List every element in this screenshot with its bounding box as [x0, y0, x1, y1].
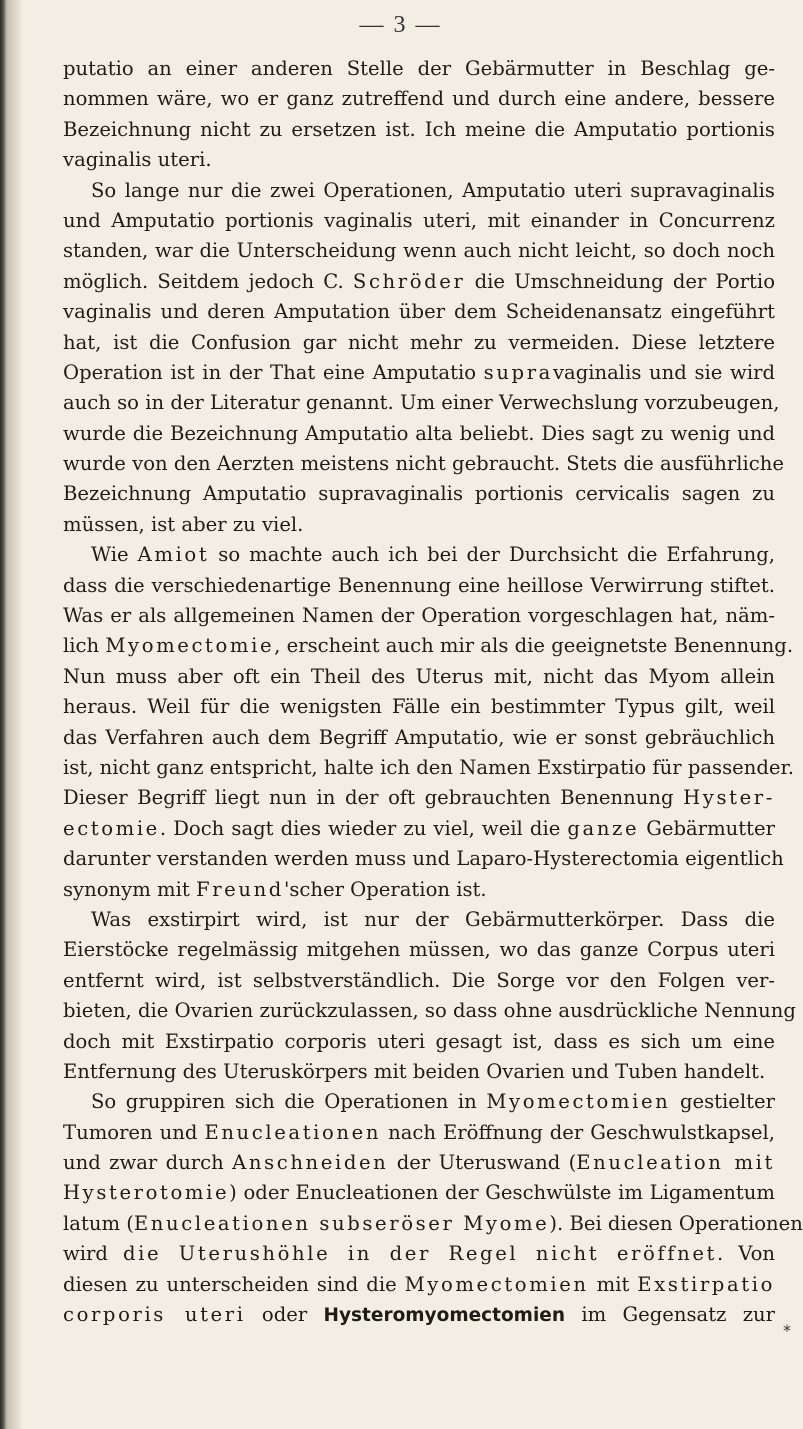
text-segment: wurde von den Aerzten meistens nicht gebraucht. Stets die ausführliche: [63, 452, 784, 476]
text-line: [63, 571, 775, 601]
text-segment: synonym mit: [63, 877, 196, 901]
text-segment: und Amputatio portionis vaginalis uteri, mit einander in Concurrenz: [63, 208, 775, 232]
text-line: [63, 176, 775, 206]
text-segment: hat, ist die Confusion gar nicht mehr zu vermeiden. Diese letztere: [63, 330, 775, 354]
body-text: [63, 54, 803, 1330]
text-segment: putatio an einer anderen Stelle der Gebärmutter in Beschlag ge-: [63, 57, 775, 80]
text-segment: müssen, ist aber zu viel.: [63, 512, 304, 536]
text-segment: das Verfahren auch dem Begriff Amputatio, wie er sonst gebräuchlich: [63, 725, 775, 749]
text-line: [63, 1209, 803, 1239]
text-segment: latum (: [63, 1211, 134, 1235]
spaced-emphasis-text: ectomie: [63, 816, 160, 840]
spaced-emphasis-text: Myomectomien: [486, 1090, 671, 1114]
text-segment: . Von: [717, 1242, 776, 1266]
text-segment: vaginalis und deren Amputation über dem Scheidenansatz eingeführt: [63, 300, 775, 324]
spaced-emphasis-text: die Uterushöhle in der Regel nicht eröffnet: [122, 1242, 717, 1266]
text-segment: So lange nur die zwei Operationen, Amputatio uteri supravaginalis: [91, 178, 775, 202]
text-line: [63, 601, 775, 631]
spaced-emphasis-text: Freund: [196, 877, 284, 901]
spaced-emphasis-text: Schröder: [352, 269, 466, 293]
text-line: [63, 54, 775, 84]
text-segment: Tumoren und: [63, 1120, 205, 1144]
text-line: [63, 1148, 775, 1178]
text-line: [63, 723, 775, 753]
text-line: [63, 479, 775, 509]
spaced-emphasis-text: Hyster-: [683, 786, 775, 810]
page-binding-shadow: [7, 0, 23, 1429]
text-segment: oder: [245, 1303, 324, 1327]
text-line: [63, 1270, 775, 1300]
spaced-emphasis-text: ganze: [567, 816, 640, 840]
text-segment: Entfernung des Uteruskörpers mit beiden Ovarien und Tuben handelt.: [63, 1059, 766, 1083]
text-line: [63, 875, 775, 905]
text-line: [63, 115, 775, 145]
text-segment: ) oder Enucleationen der Geschwülste im Ligamentum: [229, 1181, 775, 1205]
text-segment: Dieser Begriff liegt nun in der oft gebrauchten Benennung: [63, 786, 684, 810]
text-line: [63, 358, 775, 388]
text-segment: im Gegensatz zur: [565, 1303, 776, 1327]
text-line: [63, 1118, 775, 1148]
page-binding-edge: [0, 0, 7, 1429]
text-line: [63, 1087, 775, 1117]
text-line: [63, 206, 775, 236]
text-segment: nach Eröffnung der Geschwulstkapsel,: [381, 1120, 775, 1144]
spaced-emphasis-text: Myomectomie: [105, 634, 275, 658]
text-segment: Was er als allgemeinen Namen der Operation vorgeschlagen hat, näm-: [63, 604, 775, 628]
text-segment: die Umschneidung der Portio: [465, 269, 775, 293]
text-line: [63, 1239, 775, 1269]
text-segment: standen, war die Unterscheidung wenn auch nicht leicht, so doch noch: [63, 239, 775, 263]
text-segment: bieten, die Ovarien zurückzulassen, so dass ohne ausdrückliche Nennung: [63, 999, 796, 1023]
text-segment: ist, nicht ganz entspricht, halte ich den Namen Exstirpatio für passender.: [63, 755, 794, 779]
text-line: [63, 905, 775, 935]
text-segment: 'scher Operation ist.: [283, 877, 487, 901]
text-segment: gestielter: [670, 1090, 775, 1114]
text-segment: heraus. Weil für die wenigsten Fälle ein bestimmter Typus gilt, weil: [63, 695, 775, 719]
text-segment: Bezeichnung nicht zu ersetzen ist. Ich meine die Amputatio portionis: [63, 117, 775, 141]
text-line: [63, 1178, 775, 1208]
text-segment: , erscheint auch mir als die geeignetste Benennung.: [274, 634, 794, 658]
text-line: [63, 844, 784, 874]
text-segment: und zwar durch: [63, 1151, 233, 1175]
text-segment: Operation ist in der That eine Amputatio: [63, 360, 484, 384]
text-segment: Bezeichnung Amputatio supravaginalis portionis cervicalis sagen zu: [63, 482, 775, 506]
text-segment: möglich. Seitdem jedoch C.: [63, 269, 353, 293]
text-line: [63, 814, 775, 844]
text-segment: so machte auch ich bei der Durchsicht die Erfahrung,: [209, 543, 775, 567]
text-segment: Eierstöcke regelmässig mitgehen müssen, wo das ganze Corpus uteri: [63, 938, 775, 962]
spaced-emphasis-text: Exstirpatio: [637, 1272, 775, 1296]
spaced-emphasis-text: supra: [483, 360, 553, 384]
spaced-emphasis-text: Myomectomien: [404, 1272, 589, 1296]
text-line: [63, 935, 775, 965]
page-number: — 3 —: [359, 12, 442, 38]
text-segment: entfernt wird, ist selbstverständlich. Die Sorge vor den Folgen ver-: [63, 968, 775, 992]
text-line: [63, 145, 775, 175]
text-line: [63, 267, 775, 297]
text-segment: wird: [63, 1242, 123, 1266]
text-line: [63, 540, 775, 570]
text-line: [63, 510, 775, 540]
text-line: [63, 692, 775, 722]
text-line: [63, 449, 784, 479]
text-line: [63, 1057, 775, 1087]
text-line: [63, 1300, 775, 1330]
text-line: [63, 328, 775, 358]
text-line: [63, 297, 775, 327]
text-line: [63, 996, 796, 1026]
spaced-emphasis-text: Anschneiden: [232, 1151, 389, 1175]
text-line: [63, 966, 775, 996]
text-segment: . Doch sagt dies wieder zu viel, weil die: [159, 816, 568, 840]
text-line: [63, 662, 775, 692]
text-segment: doch mit Exstirpatio corporis uteri gesagt ist, dass es sich um eine: [63, 1029, 775, 1053]
text-line: [63, 236, 775, 266]
bold-term: Hysteromyomectomien: [323, 1305, 566, 1327]
margin-mark: *: [783, 1321, 791, 1340]
text-segment: mit: [588, 1272, 638, 1296]
text-segment: ). Bei diesen Operationen: [549, 1211, 803, 1235]
text-segment: wurde die Bezeichnung Amputatio alta beliebt. Dies sagt zu wenig und: [63, 421, 775, 445]
text-line: [63, 753, 794, 783]
text-line: [63, 783, 775, 813]
spaced-emphasis-text: Enucleationen: [204, 1120, 382, 1144]
text-segment: nommen wäre, wo er ganz zutreffend und durch eine andere, bessere: [63, 87, 775, 111]
text-segment: Wie: [91, 543, 138, 567]
text-segment: der Uteruswand (: [388, 1151, 577, 1175]
text-segment: auch so in der Literatur genannt. Um einer Verwechslung vorzubeugen,: [63, 391, 780, 415]
text-segment: Was exstirpirt wird, ist nur der Gebärmutterkörper. Dass die: [91, 907, 775, 931]
spaced-emphasis-text: corporis uteri: [63, 1303, 246, 1327]
spaced-emphasis-text: Amiot: [137, 543, 210, 567]
spaced-emphasis-text: Hysterotomie: [63, 1181, 230, 1205]
text-line: [63, 419, 775, 449]
text-line: [63, 1027, 775, 1057]
text-segment: Gebärmutter: [639, 816, 775, 840]
spaced-emphasis-text: Enucleationen subseröser Myome: [133, 1211, 550, 1235]
text-segment: lich: [63, 634, 106, 658]
text-segment: vaginalis und sie wird: [552, 360, 775, 384]
text-line: [63, 631, 794, 661]
text-line: [63, 388, 780, 418]
text-segment: dass die verschiedenartige Benennung eine heillose Verwirrung stiftet.: [63, 573, 775, 597]
text-line: [63, 84, 775, 114]
text-segment: Nun muss aber oft ein Theil des Uterus mit, nicht das Myom allein: [63, 664, 775, 688]
text-segment: darunter verstanden werden muss und Laparo-Hysterectomia eigentlich: [63, 847, 784, 871]
text-segment: vaginalis uteri.: [63, 148, 212, 172]
text-segment: diesen zu unterscheiden sind die: [63, 1272, 405, 1296]
spaced-emphasis-text: Enucleation mit: [576, 1151, 775, 1175]
text-segment: So gruppiren sich die Operationen in: [91, 1090, 487, 1114]
